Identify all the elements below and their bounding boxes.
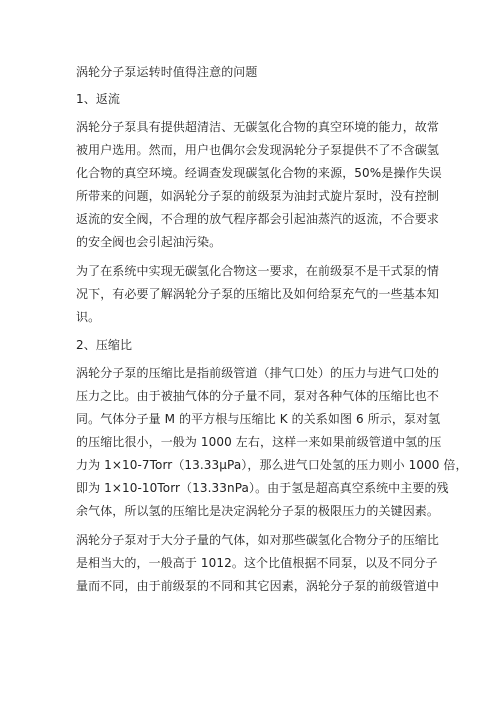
text-line: 的安全阀也会引起油污染。 [76,235,222,249]
text-line: 识。 [76,310,101,324]
text-line: 的压缩比很小，一般为 1000 左右，这样一来如果前级管道中氢的压 [76,435,442,449]
text-line: 所带来的问题，如涡轮分子泵的前级泵为油封式旋片泵时，没有控制 [76,189,440,203]
text-line: 为了在系统中实现无碳氢化合物这一要求，在前级泵不是干式泵的情 [76,264,440,278]
text-line: 涡轮分子泵的压缩比是指前级管道（排气口处）的压力与进气口处的 [76,366,440,380]
paragraph-backflow-1 [76,116,442,254]
text-line: 同。气体分子量 M 的平方根与压缩比 K 的关系如图 6 所示，泵对氢 [76,412,441,426]
text-line: 况下，有必要了解涡轮分子泵的压缩比及如何给泵充气的一些基本知 [76,287,440,301]
paragraph-backflow-2 [76,260,440,329]
paragraph-compression-2 [76,529,440,598]
text-line: 被用户选用。然而，用户也偶尔会发现涡轮分子泵提供不了不含碳氢 [76,143,440,157]
text-line: 涡轮分子泵对于大分子量的气体，如对那些碳氢化合物分子的压缩比 [76,533,440,547]
paragraph-compression-1 [76,362,468,523]
text-line: 是相当大的，一般高于 1012。这个比值根据不同泵，以及不同分子 [76,556,438,570]
text-line: 化合物的真空环境。经调查发现碳氢化合物的来源，50%是操作失误 [76,166,442,180]
text-line: 力为 1×10-7Torr（13.33μPa），那么进气口处氢的压力则小 1000 倍， [76,458,468,472]
text-line: 压力之比。由于被抽气体的分子量不同，泵对各种气体的压缩比也不 [76,389,440,403]
text-line: 返流的安全阀，不合理的放气程序都会引起油蒸汽的返流，不合要求 [76,212,440,226]
document-title: 涡轮分子泵运转时值得注意的问题 [76,65,258,79]
text-line: 余气体，所以氢的压缩比是决定涡轮分子泵的极限压力的关键因素。 [76,504,440,518]
text-line: 涡轮分子泵具有提供超清洁、无碳氢化合物的真空环境的能力，故常 [76,120,440,134]
section-heading-backflow: 1、返流 [76,92,121,106]
text-line: 量而不同，由于前级泵的不同和其它因素，涡轮分子泵的前级管道中 [76,579,440,593]
text-line: 即为 1×10-10Torr（13.33nPa）。由于氢是超高真空系统中主要的残 [76,481,449,495]
section-heading-compression-ratio: 2、压缩比 [76,338,133,352]
